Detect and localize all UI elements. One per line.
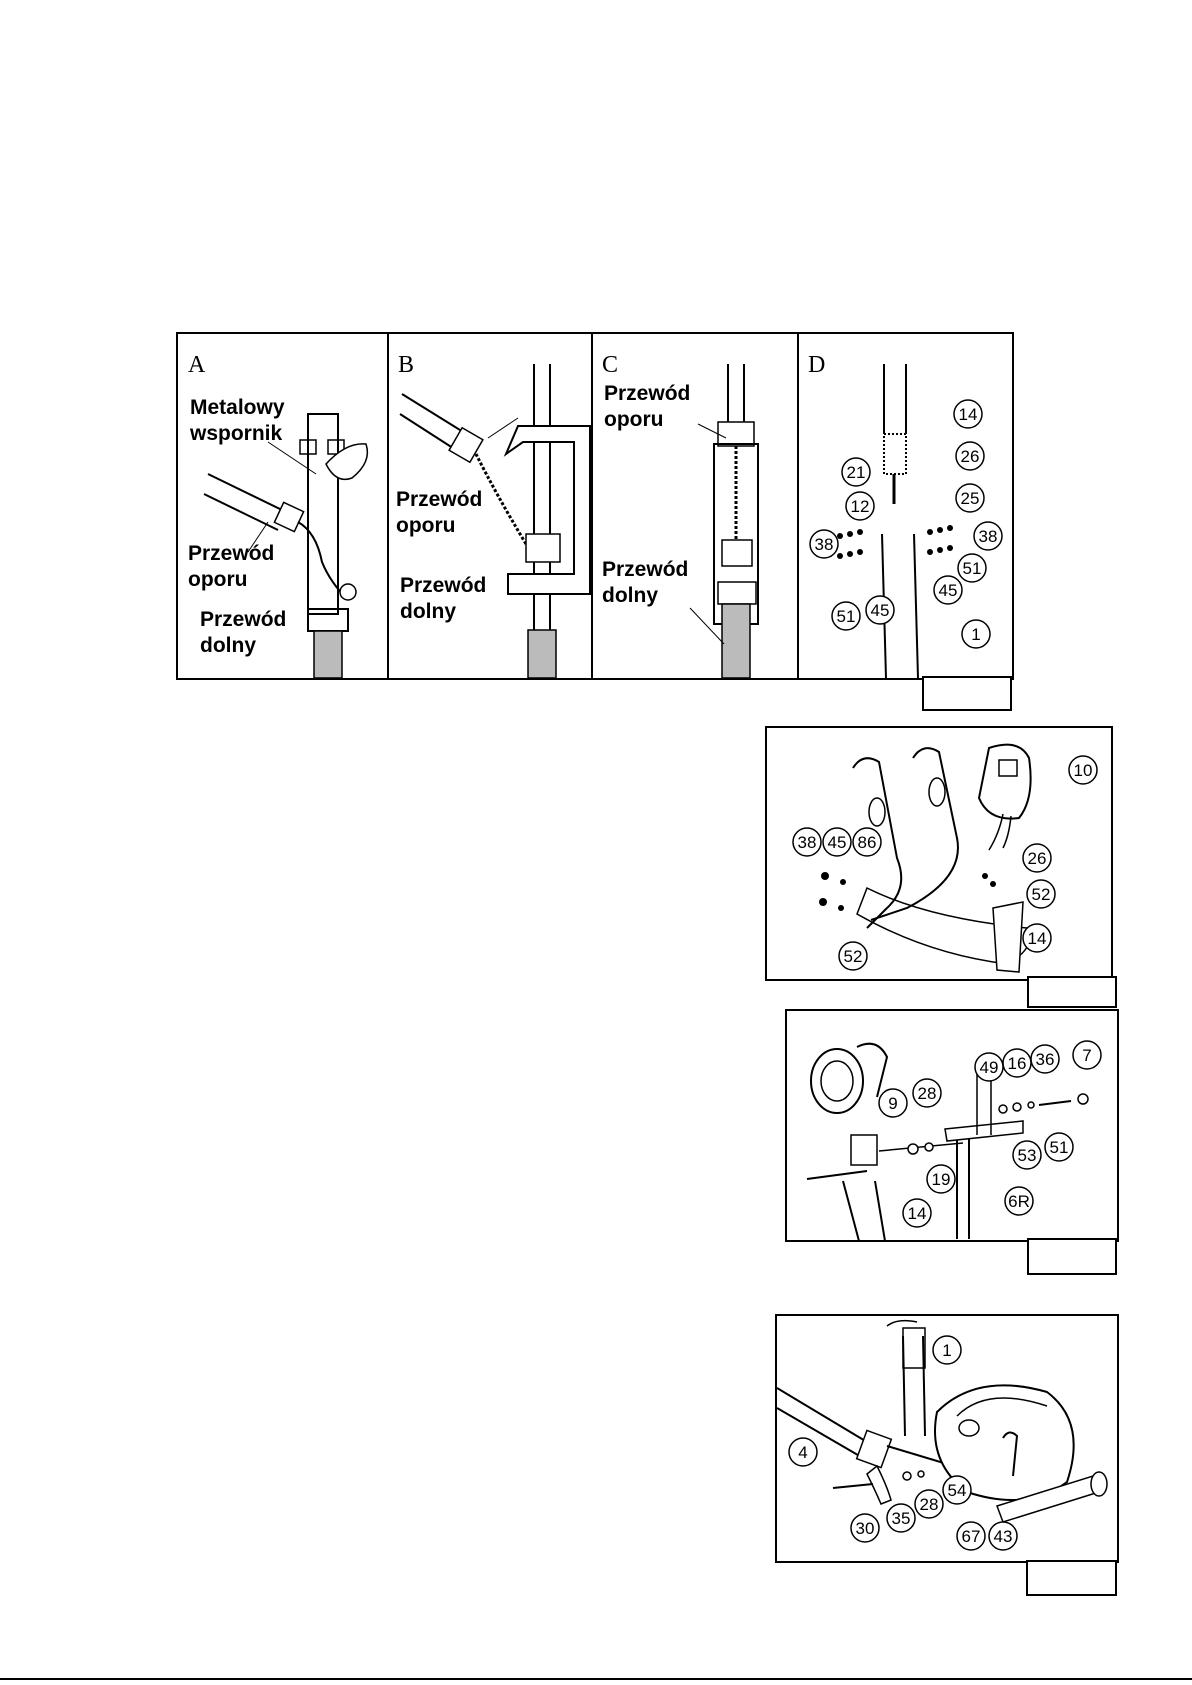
panel-a-label-3: Przewód — [188, 542, 275, 565]
callout-3-14: 14 — [907, 1204, 927, 1223]
callout-4-54: 54 — [947, 1481, 967, 1500]
callout-2-52-left: 52 — [843, 947, 863, 966]
callout-2-86: 86 — [857, 833, 877, 852]
panel-c — [602, 352, 758, 678]
callout-2-38: 38 — [797, 833, 817, 852]
callout-4-67: 67 — [961, 1527, 981, 1546]
callout-2-26: 26 — [1027, 849, 1047, 868]
callout-4-1: 1 — [942, 1341, 952, 1360]
panel-a-label-6: dolny — [200, 634, 256, 657]
panel-b-label-2: oporu — [396, 514, 456, 537]
callout-4-30: 30 — [855, 1519, 875, 1538]
panel-c-label-2: oporu — [604, 408, 664, 431]
callout-d-38-left: 38 — [814, 535, 834, 554]
callout-4-43: 43 — [993, 1527, 1013, 1546]
callout-d-25: 25 — [960, 489, 980, 508]
panel-b-label-1: Przewód — [396, 488, 483, 511]
panel-a-label-2: wspornik — [190, 422, 283, 445]
callout-3-16: 16 — [1007, 1054, 1027, 1073]
panel-b-letter: B — [398, 352, 415, 378]
panel-b-label-3: Przewód — [400, 574, 487, 597]
figure-1-drawing — [178, 334, 1012, 678]
callout-d-45-left: 45 — [870, 601, 890, 620]
callout-3-36: 36 — [1035, 1050, 1055, 1069]
panel-a-label-1: Metalowy — [190, 396, 285, 419]
callout-4-4: 4 — [798, 1443, 808, 1462]
callout-d-14: 14 — [958, 405, 978, 424]
panel-d — [808, 352, 953, 678]
callout-d-51-left: 51 — [836, 607, 856, 626]
callout-3-28: 28 — [917, 1084, 937, 1103]
callout-3-6R: 6R — [1008, 1192, 1030, 1211]
callout-3-49: 49 — [979, 1058, 999, 1077]
callout-d-45-right: 45 — [938, 581, 958, 600]
panel-b-label-4: dolny — [400, 600, 456, 623]
callout-2-14: 14 — [1027, 929, 1047, 948]
panel-c-label-3: Przewód — [602, 558, 689, 581]
panel-c-label-4: dolny — [602, 584, 658, 607]
callout-2-45: 45 — [827, 833, 847, 852]
panel-c-label-1: Przewód — [604, 382, 691, 405]
figure-4-tag — [1026, 1560, 1117, 1596]
panel-d-letter: D — [808, 352, 826, 378]
figure-2-drawing — [767, 728, 1111, 979]
callout-d-38-right: 38 — [978, 527, 998, 546]
panel-a — [188, 352, 367, 678]
panel-a-letter: A — [188, 352, 206, 378]
figure-4 — [775, 1314, 1119, 1563]
callout-3-7: 7 — [1082, 1046, 1092, 1065]
callout-4-28: 28 — [919, 1495, 939, 1514]
callout-4-35: 35 — [891, 1509, 911, 1528]
figure-1-panels — [176, 332, 1014, 680]
callout-d-21: 21 — [846, 463, 866, 482]
callout-d-1: 1 — [971, 625, 981, 644]
figure-2 — [765, 726, 1113, 981]
callout-3-53: 53 — [1017, 1146, 1037, 1165]
callout-d-51-right: 51 — [962, 559, 982, 578]
figure-4-drawing — [777, 1316, 1117, 1561]
figure-3-tag — [1027, 1238, 1117, 1275]
callout-d-26: 26 — [960, 447, 980, 466]
panel-a-label-4: oporu — [188, 568, 248, 591]
callout-d-12: 12 — [850, 497, 870, 516]
figure-1-tag — [922, 676, 1012, 711]
callout-3-51: 51 — [1049, 1138, 1069, 1157]
figure-3-drawing — [787, 1011, 1117, 1240]
panel-c-letter: C — [602, 352, 619, 378]
page-bottom-rule — [0, 1678, 1192, 1680]
figure-2-tag — [1027, 976, 1117, 1008]
callout-2-10: 10 — [1073, 761, 1093, 780]
figure-3 — [785, 1009, 1119, 1242]
callout-3-9: 9 — [888, 1094, 898, 1113]
callout-2-52-right: 52 — [1031, 885, 1051, 904]
panel-a-label-5: Przewód — [200, 608, 287, 631]
callout-3-19: 19 — [931, 1170, 951, 1189]
panel-b — [396, 352, 590, 678]
